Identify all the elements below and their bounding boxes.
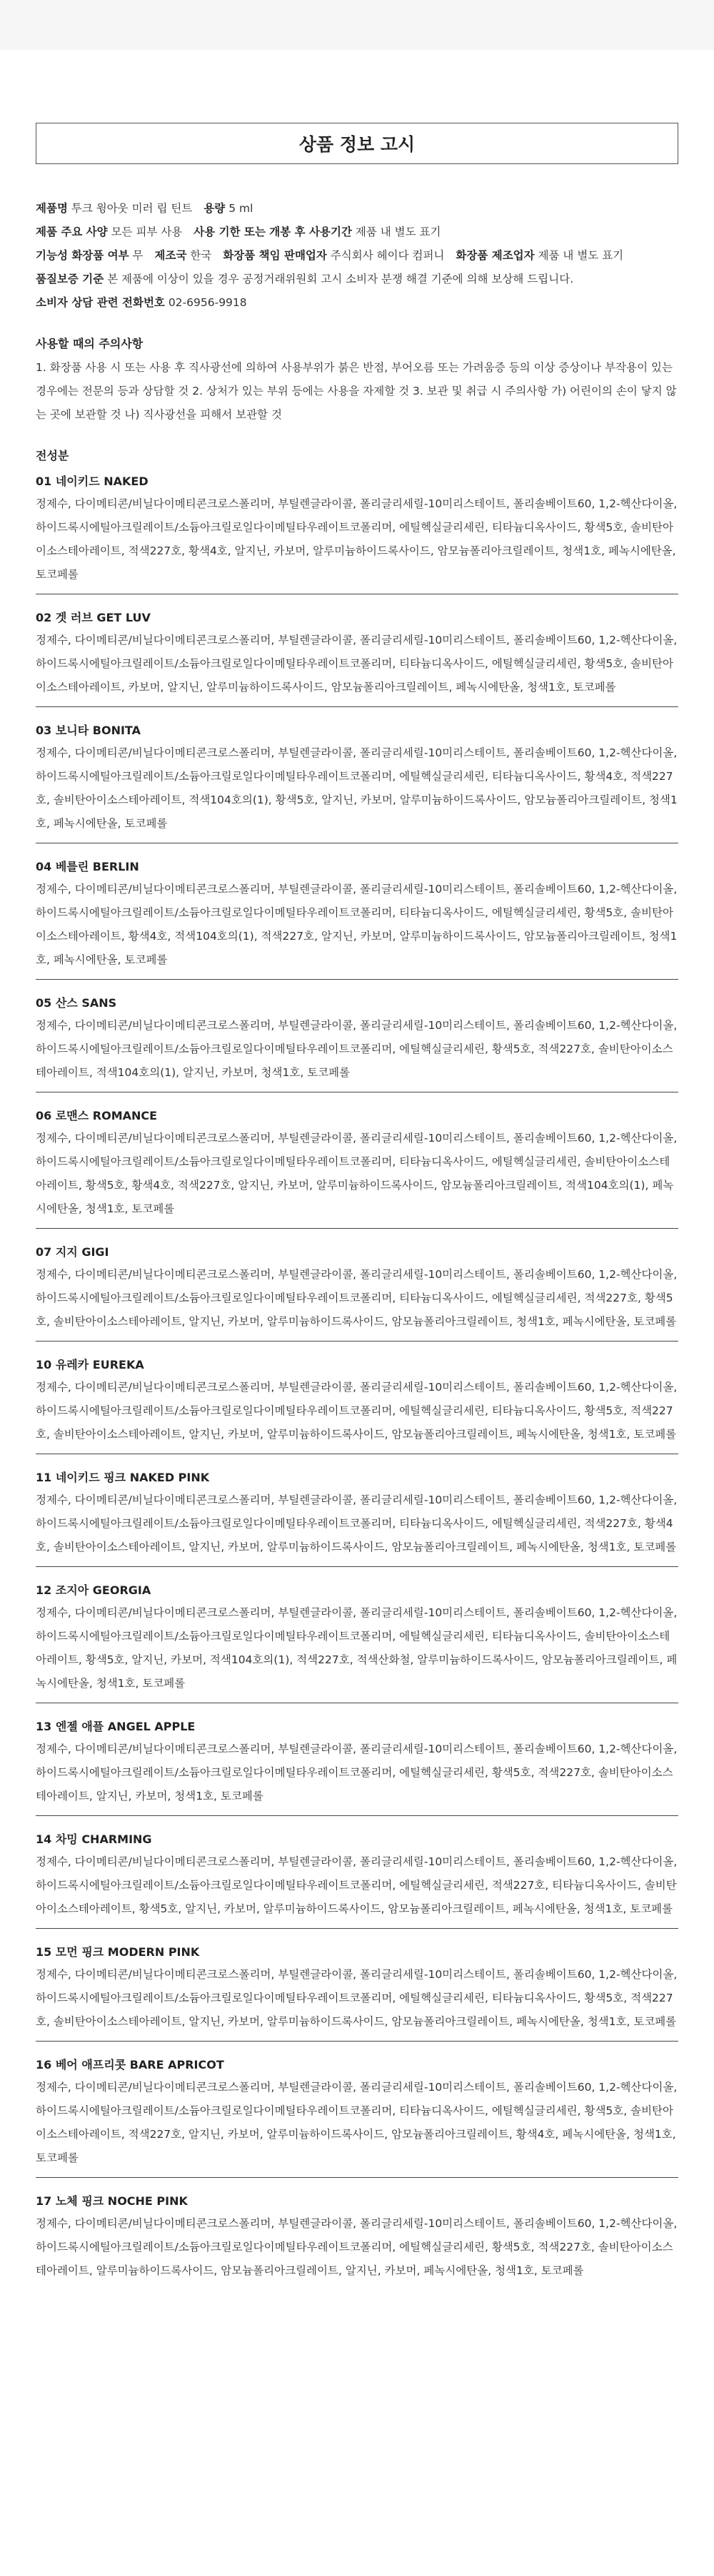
ingredient-block xyxy=(36,2041,678,2177)
ingredient-text: 정제수, 다이메티콘/비닐다이메티콘크로스폴리머, 부틸렌글라이콜, 폴리글리세릴-10미리스테이트, 폴리솔베이트60, 1,2-헥산다이올, 하이드록시에틸아크릴레이트/소듐아크릴로일다이메틸타우레이트코폴리머, 에틸헥실글리세린, 황색5호, 적색227호, 솔비탄아이소스테아레이트, 알루미늄하이드록사이드, 암모늄폴리아크릴레이트, 알지닌, 카보머, 페녹시에탄올, 청색1호, 토코페롤 xyxy=(36,2217,678,2277)
info-value: 모든 피부 사용 xyxy=(111,225,183,238)
ingredient-text: 정제수, 다이메티콘/비닐다이메티콘크로스폴리머, 부틸렌글라이콜, 폴리글리세릴-10미리스테이트, 폴리솔베이트60, 1,2-헥산다이올, 하이드록시에틸아크릴레이트/소듐아크릴로일다이메틸타우레이트코폴리머, 에틸헥실글리세린, 티타늄디옥사이드, 황색4호, 적색227호, 솔비탄아이소스테아레이트, 적색104호의(1), 황색5호, 알지닌, 카보머, 알루미늄하이드록사이드, 암모늄폴리아크릴레이트, 청색1호, 페녹시에탄올, 토코페롤 xyxy=(36,746,678,830)
ingredient-block xyxy=(36,1454,678,1566)
shade-name: 04 베를린 BERLIN xyxy=(36,860,139,873)
info-pair xyxy=(155,249,212,262)
info-value: 무 xyxy=(132,249,144,262)
shade-name: 03 보니타 BONITA xyxy=(36,724,141,737)
info-pair xyxy=(36,225,182,238)
ingredient-text: 정제수, 다이메티콘/비닐다이메티콘크로스폴리머, 부틸렌글라이콜, 폴리글리세릴-10미리스테이트, 폴리솔베이트60, 1,2-헥산다이올, 하이드록시에틸아크릴레이트/소듐아크릴로일다이메틸타우레이트코폴리머, 에틸헥실글리세린, 티타늄디옥사이드, 황색5호, 솔비탄아이소스테아레이트, 적색227호, 황색4호, 알지닌, 카보머, 알루미늄하이드록사이드, 암모늄폴리아크릴레이트, 청색1호, 페녹시에탄올, 토코페롤 xyxy=(36,497,678,581)
page-title: 상품 정보 고시 xyxy=(36,123,678,164)
info-label: 제조국 xyxy=(154,249,187,262)
shade-name: 12 조지아 GEORGIA xyxy=(36,1583,151,1597)
info-pair xyxy=(456,249,623,262)
ingredient-block xyxy=(36,594,678,706)
product-info-table xyxy=(36,197,678,315)
shade-name: 11 네이키드 핑크 NAKED PINK xyxy=(36,1471,210,1484)
shade-name: 01 네이키드 NAKED xyxy=(36,475,149,488)
info-value: 제품 내 별도 표기 xyxy=(355,225,441,238)
shade-name: 16 베어 애프리콧 BARE APRICOT xyxy=(36,2058,224,2072)
ingredient-text: 정제수, 다이메티콘/비닐다이메티콘크로스폴리머, 부틸렌글라이콜, 폴리글리세릴-10미리스테이트, 폴리솔베이트60, 1,2-헥산다이올, 하이드록시에틸아크릴레이트/소듐아크릴로일다이메틸타우레이트코폴리머, 티타늄디옥사이드, 에틸헥실글리세린, 황색5호, 솔비탄아이소스테아레이트, 적색227호, 알지닌, 카보머, 알루미늄하이드록사이드, 암모늄폴리아크릴레이트, 황색4호, 페녹시에탄올, 청색1호, 토코페롤 xyxy=(36,2081,678,2164)
info-value: 주식회사 헤이다 컴퍼니 xyxy=(330,249,445,262)
info-label: 기능성 화장품 여부 xyxy=(36,249,129,262)
ingredient-block xyxy=(36,1228,678,1341)
caution-text: 1. 화장품 사용 시 또는 사용 후 직사광선에 의하여 사용부위가 붉은 반점, 부어오름 또는 가려움증 등의 이상 증상이나 부작용이 있는 경우에는 전문의 등과 상담할 것 2. 상처가 있는 부위 등에는 사용을 자제할 것 3. 보관 및 취급 시 주의사항 가) 어린이의 손이 닿지 않는 곳에 보관할 것 나) 직사광선을 피해서 보관할 것 xyxy=(36,361,677,421)
info-value: 한국 xyxy=(190,249,212,262)
ingredient-text: 정제수, 다이메티콘/비닐다이메티콘크로스폴리머, 부틸렌글라이콜, 폴리글리세릴-10미리스테이트, 폴리솔베이트60, 1,2-헥산다이올, 하이드록시에틸아크릴레이트/소듐아크릴로일다이메틸타우레이트코폴리머, 에틸헥실글리세린, 황색5호, 적색227호, 솔비탄아이소스테아레이트, 적색104호의(1), 알지닌, 카보머, 청색1호, 토코페롤 xyxy=(36,1019,678,1079)
ingredient-text: 정제수, 다이메티콘/비닐다이메티콘크로스폴리머, 부틸렌글라이콜, 폴리글리세릴-10미리스테이트, 폴리솔베이트60, 1,2-헥산다이올, 하이드록시에틸아크릴레이트/소듐아크릴로일다이메틸타우레이트코폴리머, 티타늄디옥사이드, 에틸헥실글리세린, 황색5호, 솔비탄아이소스테아레이트, 카보머, 알지닌, 알루미늄하이드록사이드, 암모늄폴리아크릴레이트, 페녹시에탄올, 청색1호, 토코페롤 xyxy=(36,634,678,694)
shade-name: 05 산스 SANS xyxy=(36,996,117,1010)
info-row xyxy=(36,291,678,315)
info-pair xyxy=(36,273,573,285)
ingredient-text: 정제수, 다이메티콘/비닐다이메티콘크로스폴리머, 부틸렌글라이콜, 폴리글리세릴-10미리스테이트, 폴리솔베이트60, 1,2-헥산다이올, 하이드록시에틸아크릴레이트/소듐아크릴로일다이메틸타우레이트코폴리머, 에틸헥실글리세린, 티타늄디옥사이드, 황색5호, 적색227호, 솔비탄아이소스테아레이트, 알지닌, 카보머, 알루미늄하이드록사이드, 암모늄폴리아크릴레이트, 페녹시에탄올, 청색1호, 토코페롤 xyxy=(36,1381,678,1441)
ingredient-block xyxy=(36,1928,678,2041)
ingredient-block xyxy=(36,1092,678,1228)
info-label: 화장품 제조업자 xyxy=(456,249,535,262)
ingredients-section xyxy=(36,445,678,2290)
ingredient-text: 정제수, 다이메티콘/비닐다이메티콘크로스폴리머, 부틸렌글라이콜, 폴리글리세릴-10미리스테이트, 폴리솔베이트60, 1,2-헥산다이올, 하이드록시에틸아크릴레이트/소듐아크릴로일다이메틸타우레이트코폴리머, 에틸헥실글리세린, 적색227호, 티타늄디옥사이드, 솔비탄아이소스테아레이트, 황색5호, 알지닌, 카보머, 알루미늄하이드록사이드, 암모늄폴리아크릴레이트, 페녹시에탄올, 청색1호, 토코페롤 xyxy=(36,1855,678,1915)
caution-title: 사용할 때의 주의사항 xyxy=(36,337,144,350)
ingredient-block xyxy=(36,1566,678,1703)
ingredients-title: 전성분 xyxy=(36,449,69,462)
info-pair xyxy=(193,225,441,238)
info-pair xyxy=(36,202,192,215)
top-bar xyxy=(0,0,714,50)
info-pair xyxy=(223,249,444,262)
info-value: 02-6956-9918 xyxy=(168,296,247,309)
shade-name: 06 로맨스 ROMANCE xyxy=(36,1109,158,1122)
shade-name: 07 지지 GIGI xyxy=(36,1245,109,1259)
ingredient-text: 정제수, 다이메티콘/비닐다이메티콘크로스폴리머, 부틸렌글라이콜, 폴리글리세릴-10미리스테이트, 폴리솔베이트60, 1,2-헥산다이올, 하이드록시에틸아크릴레이트/소듐아크릴로일다이메틸타우레이트코폴리머, 티타늄디옥사이드, 에틸헥실글리세린, 적색227호, 황색5호, 솔비탄아이소스테아레이트, 알지닌, 카보머, 알루미늄하이드록사이드, 암모늄폴리아크릴레이트, 청색1호, 페녹시에탄올, 토코페롤 xyxy=(36,1268,678,1328)
info-label: 사용 기한 또는 개봉 후 사용기간 xyxy=(193,225,352,238)
info-row xyxy=(36,220,678,244)
info-value: 본 제품에 이상이 있을 경우 공정거래위원회 고시 소비자 분쟁 해결 기준에 의해 보상해 드립니다. xyxy=(107,273,574,285)
ingredient-text: 정제수, 다이메티콘/비닐다이메티콘크로스폴리머, 부틸렌글라이콜, 폴리글리세릴-10미리스테이트, 폴리솔베이트60, 1,2-헥산다이올, 하이드록시에틸아크릴레이트/소듐아크릴로일다이메틸타우레이트코폴리머, 티타늄디옥사이드, 에틸헥실글리세린, 적색227호, 황색4호, 솔비탄아이소스테아레이트, 알지닌, 카보머, 알루미늄하이드록사이드, 암모늄폴리아크릴레이트, 페녹시에탄올, 청색1호, 토코페롤 xyxy=(36,1494,678,1553)
info-row xyxy=(36,268,678,291)
info-row xyxy=(36,244,678,268)
shade-name: 14 차밍 CHARMING xyxy=(36,1832,152,1846)
info-pair xyxy=(203,202,253,215)
product-notice xyxy=(0,50,714,2290)
ingredient-block xyxy=(36,1341,678,1454)
ingredient-block xyxy=(36,843,678,979)
shade-name: 10 유레카 EUREKA xyxy=(36,1358,144,1371)
ingredient-block xyxy=(36,2177,678,2290)
ingredient-block xyxy=(36,979,678,1092)
ingredient-block xyxy=(36,1815,678,1928)
info-row xyxy=(36,197,678,220)
shade-name: 15 모먼 핑크 MODERN PINK xyxy=(36,1945,200,1959)
info-label: 제품 주요 사양 xyxy=(36,225,108,238)
info-label: 제품명 xyxy=(36,202,68,215)
ingredient-block xyxy=(36,706,678,843)
ingredients-list xyxy=(36,467,678,2290)
ingredient-block xyxy=(36,1703,678,1815)
ingredient-text: 정제수, 다이메티콘/비닐다이메티콘크로스폴리머, 부틸렌글라이콜, 폴리글리세릴-10미리스테이트, 폴리솔베이트60, 1,2-헥산다이올, 하이드록시에틸아크릴레이트/소듐아크릴로일다이메틸타우레이트코폴리머, 에틸헥실글리세린, 티타늄디옥사이드, 황색5호, 적색227호, 솔비탄아이소스테아레이트, 알지닌, 카보머, 알루미늄하이드록사이드, 암모늄폴리아크릴레이트, 페녹시에탄올, 청색1호, 토코페롤 xyxy=(36,1968,678,2028)
shade-name: 17 노체 핑크 NOCHE PINK xyxy=(36,2194,188,2208)
shade-name: 02 겟 러브 GET LUV xyxy=(36,611,151,624)
info-pair xyxy=(36,249,144,262)
ingredient-block xyxy=(36,467,678,594)
info-label: 품질보증 기준 xyxy=(36,273,104,285)
info-pair xyxy=(36,296,247,309)
ingredient-text: 정제수, 다이메티콘/비닐다이메티콘크로스폴리머, 부틸렌글라이콜, 폴리글리세릴-10미리스테이트, 폴리솔베이트60, 1,2-헥산다이올, 하이드록시에틸아크릴레이트/소듐아크릴로일다이메틸타우레이트코폴리머, 에틸헥실글리세린, 황색5호, 적색227호, 솔비탄아이소스테아레이트, 알지닌, 카보머, 청색1호, 토코페롤 xyxy=(36,1743,678,1802)
info-label: 화장품 책임 판매업자 xyxy=(223,249,327,262)
shade-name: 13 엔젤 애플 ANGEL APPLE xyxy=(36,1720,196,1733)
info-label: 소비자 상담 관련 전화번호 xyxy=(36,296,165,309)
info-label: 용량 xyxy=(203,202,226,215)
ingredient-text: 정제수, 다이메티콘/비닐다이메티콘크로스폴리머, 부틸렌글라이콜, 폴리글리세릴-10미리스테이트, 폴리솔베이트60, 1,2-헥산다이올, 하이드록시에틸아크릴레이트/소듐아크릴로일다이메틸타우레이트코폴리머, 티타늄디옥사이드, 에틸헥실글리세린, 황색5호, 솔비탄아이소스테아레이트, 황색4호, 적색104호의(1), 적색227호, 알지닌, 카보머, 알루미늄하이드록사이드, 암모늄폴리아크릴레이트, 청색1호, 페녹시에탄올, 토코페롤 xyxy=(36,883,678,966)
ingredient-text: 정제수, 다이메티콘/비닐다이메티콘크로스폴리머, 부틸렌글라이콜, 폴리글리세릴-10미리스테이트, 폴리솔베이트60, 1,2-헥산다이올, 하이드록시에틸아크릴레이트/소듐아크릴로일다이메틸타우레이트코폴리머, 에틸헥실글리세린, 티타늄디옥사이드, 솔비탄아이소스테아레이트, 황색5호, 알지닌, 카보머, 적색104호의(1), 적색227호, 적색산화철, 알루미늄하이드록사이드, 암모늄폴리아크릴레이트, 페녹시에탄올, 청색1호, 토코페롤 xyxy=(36,1606,678,1690)
info-value: 5 ml xyxy=(228,202,253,215)
ingredient-text: 정제수, 다이메티콘/비닐다이메티콘크로스폴리머, 부틸렌글라이콜, 폴리글리세릴-10미리스테이트, 폴리솔베이트60, 1,2-헥산다이올, 하이드록시에틸아크릴레이트/소듐아크릴로일다이메틸타우레이트코폴리머, 티타늄디옥사이드, 에틸헥실글리세린, 솔비탄아이소스테아레이트, 황색5호, 황색4호, 적색227호, 알지닌, 카보머, 알루미늄하이드록사이드, 암모늄폴리아크릴레이트, 적색104호의(1), 페녹시에탄올, 청색1호, 토코페롤 xyxy=(36,1132,678,1215)
info-value: 제품 내 별도 표기 xyxy=(538,249,624,262)
info-value: 투크 윙아웃 미러 립 틴트 xyxy=(71,202,193,215)
